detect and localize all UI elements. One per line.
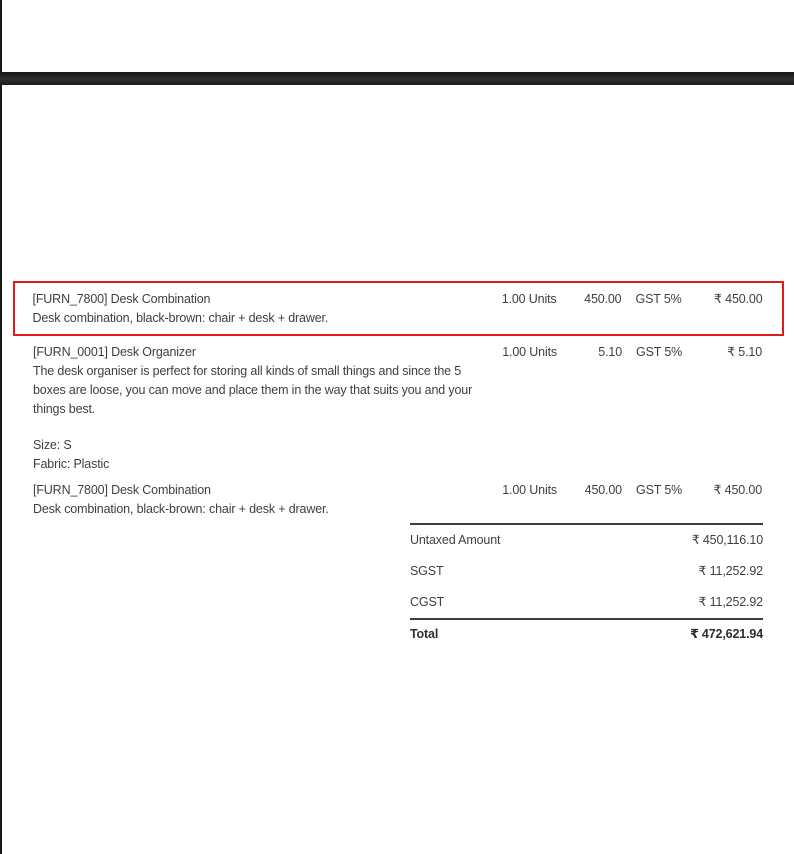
header-divider-bar	[0, 72, 794, 85]
product-description	[33, 500, 473, 519]
total-label: Untaxed Amount	[410, 533, 501, 547]
total-value: ₹ 11,252.92	[698, 564, 763, 578]
description-line: boxes are loose, you can move and place them in the way that suits you and your	[33, 383, 473, 397]
product-description	[33, 309, 473, 328]
line-item-row	[13, 343, 784, 474]
page-left-edge-line	[0, 0, 2, 854]
taxes-cell: GST 5%	[636, 345, 683, 359]
amount-cell: ₹ 450.00	[713, 483, 762, 497]
total-row	[410, 525, 763, 556]
quantity-cell: 1.00 Units	[501, 292, 557, 306]
total-row	[410, 556, 763, 587]
taxes-cell: GST 5%	[636, 483, 683, 497]
product-cell	[33, 481, 473, 519]
attribute-line: Size: S	[33, 438, 72, 452]
description-line: things best.	[33, 402, 96, 416]
product-cell	[33, 343, 473, 474]
product-cell	[33, 290, 473, 328]
description-line: Desk combination, black-brown: chair + desk + drawer.	[32, 311, 329, 325]
product-name: [FURN_7800] Desk Combination	[33, 483, 211, 497]
total-value: ₹ 472,621.94	[690, 627, 763, 641]
product-description	[33, 362, 473, 419]
total-row	[410, 587, 763, 618]
invoice-line-items	[13, 281, 784, 519]
total-label: SGST	[410, 564, 444, 578]
line-attributes	[33, 436, 473, 474]
description-line: The desk organiser is perfect for storing all kinds of small things and since the 5	[33, 364, 462, 378]
total-label: Total	[410, 627, 439, 641]
product-name: [FURN_0001] Desk Organizer	[33, 345, 196, 359]
amount-cell: ₹ 5.10	[727, 345, 762, 359]
amount-cell: ₹ 450.00	[714, 292, 763, 306]
unit-price-cell: 450.00	[584, 292, 622, 306]
unit-price-cell: 450.00	[584, 483, 622, 497]
attribute-line: Fabric: Plastic	[33, 457, 110, 471]
quantity-cell: 1.00 Units	[502, 345, 557, 359]
line-item-row	[13, 481, 784, 519]
total-value: ₹ 11,252.92	[698, 595, 763, 609]
quantity-cell: 1.00 Units	[502, 483, 557, 497]
description-line: Desk combination, black-brown: chair + desk + drawer.	[33, 502, 329, 516]
unit-price-cell: 5.10	[598, 345, 622, 359]
totals-table	[410, 523, 763, 649]
total-value: ₹ 450,116.10	[691, 533, 763, 547]
total-label: CGST	[410, 595, 445, 609]
grand-total-row	[410, 618, 763, 649]
product-name: [FURN_7800] Desk Combination	[32, 292, 211, 306]
line-item-row-highlighted[interactable]	[13, 281, 784, 336]
taxes-cell: GST 5%	[635, 292, 682, 306]
